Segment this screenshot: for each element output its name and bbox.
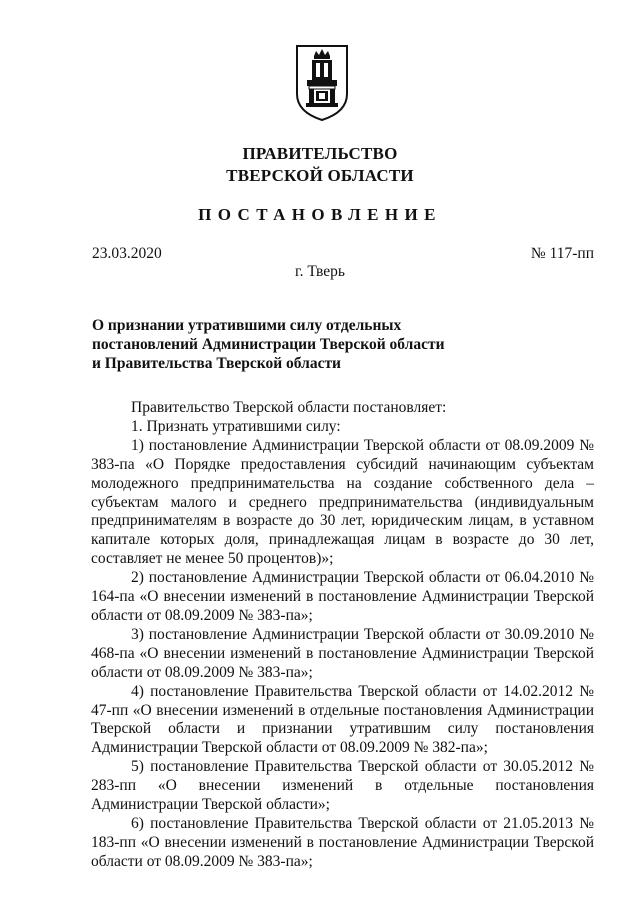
document-title (92, 316, 445, 373)
document-type: ПОСТАНОВЛЕНИЕ (198, 205, 442, 224)
document-body (91, 399, 594, 872)
tver-coat-of-arms-icon (295, 44, 349, 122)
preamble: Правительство Тверской области постановляет: (131, 399, 447, 416)
subclause-4: 4) постановление Правительства Тверской области от 14.02.2012 № 47-пп «О внесении изменений в отдельные постановления Администрации Тверской области и признании утратившим силу постановления Администрации Тверской области от 08.09.2009 № 382-па»; (91, 682, 594, 757)
title-line1: О признании утратившими силу отдельных (92, 317, 402, 334)
title-line3: и Правительства Тверской области (92, 355, 341, 372)
subclause-5: 5) постановление Правительства Тверской области от 30.05.2012 № 283-пп «О внесении изменений в отдельные постановления Администрации Тверской области»; (91, 758, 594, 814)
organization-name-line1: ПРАВИТЕЛЬСТВО (242, 144, 398, 163)
clause-1: 1. Признать утратившими силу: (131, 417, 341, 435)
subclause-1: 1) постановление Администрации Тверской области от 08.09.2009 № 383-па «О Порядке предоставления субсидий начинающим субъектам молодежного предпринимательства на создание собственного дела – субъектам малого и среднего предпринимательства (индивидуальным предпринимателям в возрасте до 30 лет, юридическим лицам, в уставном капитале которых доля, принадлежащая лицам в возрасте до 30 лет, составляет не менее 50 процентов)»; (91, 436, 594, 568)
title-line2: постановлений Администрации Тверской области (92, 336, 445, 353)
organization-name-line2: ТВЕРСКОЙ ОБЛАСТИ (226, 166, 414, 185)
subclause-3: 3) постановление Администрации Тверской области от 30.09.2010 № 468-па «О внесении изменений в постановление Администрации Тверской области от 08.09.2009 № 383-па»; (91, 625, 594, 681)
subclause-2: 2) постановление Администрации Тверской области от 06.04.2010 № 164-па «О внесении изменений в постановление Администрации Тверской области от 08.09.2009 № 383-па»; (91, 569, 594, 624)
subclause-6: 6) постановление Правительства Тверской области от 21.05.2013 № 183-пп «О внесении изменений в постановление Администрации Тверской области от 08.09.2009 № 383-па»; (91, 814, 594, 870)
document-city: г. Тверь (295, 263, 345, 280)
document-number: № 117-пп (530, 245, 594, 262)
document-date: 23.03.2020 (92, 245, 162, 262)
